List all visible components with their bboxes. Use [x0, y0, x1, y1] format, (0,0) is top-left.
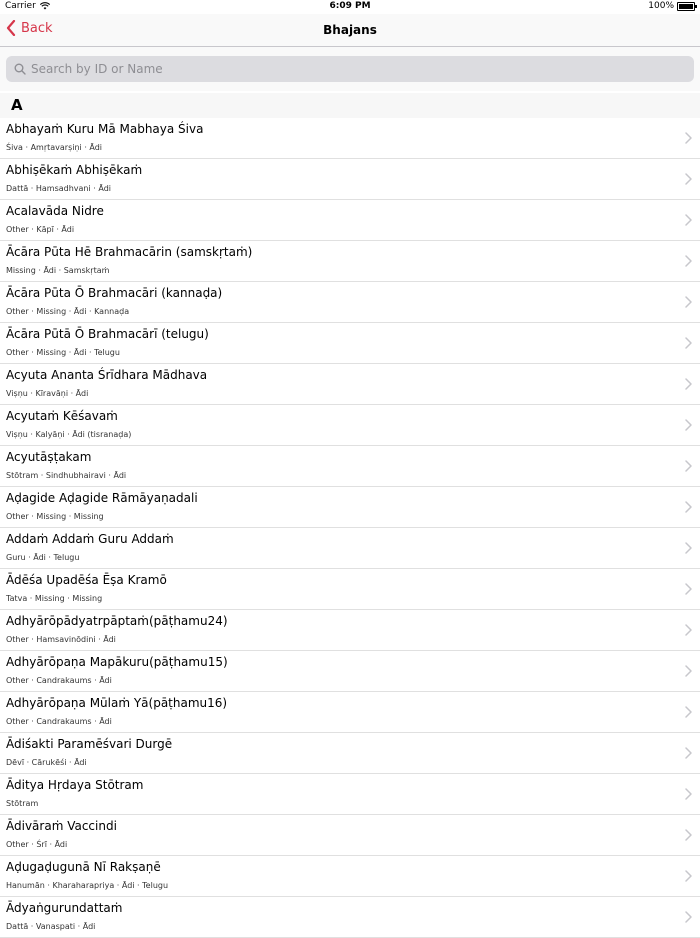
list-item-subtitle: Guru · Ādi · Telugu — [6, 553, 80, 562]
chevron-right-icon — [685, 337, 692, 349]
list-item-subtitle: Other · Hamsavinōdini · Ādi — [6, 635, 116, 644]
list-item-title: Ācāra Pūta Hē Brahmacārin (samskṛtaṁ) — [6, 245, 253, 259]
list-item-title: Ādivāraṁ Vaccindi — [6, 819, 117, 833]
list-item[interactable] — [0, 159, 700, 200]
chevron-right-icon — [685, 378, 692, 390]
list-item[interactable] — [0, 651, 700, 692]
list-item[interactable] — [0, 446, 700, 487]
chevron-right-icon — [685, 747, 692, 759]
status-bar — [0, 0, 700, 14]
search-bar — [0, 47, 700, 91]
list-item[interactable] — [0, 200, 700, 241]
search-input[interactable] — [31, 62, 671, 76]
list-item-subtitle: Other · Missing · Ādi · Kannaḍa — [6, 307, 130, 316]
search-box[interactable] — [6, 56, 694, 82]
list-item[interactable] — [0, 897, 700, 938]
chevron-right-icon — [685, 870, 692, 882]
list-item[interactable] — [0, 528, 700, 569]
list-item-subtitle: Dattā · Hamsadhvani · Ādi — [6, 184, 111, 193]
chevron-right-icon — [685, 788, 692, 800]
chevron-right-icon — [685, 419, 692, 431]
chevron-right-icon — [685, 296, 692, 308]
navigation-bar — [0, 14, 700, 47]
list-item[interactable] — [0, 610, 700, 651]
status-right — [648, 1, 695, 11]
back-button-label: Back — [21, 20, 53, 36]
chevron-right-icon — [685, 583, 692, 595]
list-item-subtitle: Other · Śrī · Ādi — [6, 840, 68, 849]
list-item-title: Aḍugaḍugunā Nī Rakṣaṇē — [6, 860, 161, 874]
page-title: Bhajans — [323, 23, 377, 37]
list-item-subtitle: Hanumān · Kharaharapriya · Ādi · Telugu — [6, 881, 169, 890]
list-item[interactable] — [0, 815, 700, 856]
list-item-title: Abhayaṁ Kuru Mā Mabhaya Śiva — [6, 122, 204, 136]
list-item-subtitle: Śiva · Amṛtavarṣiṇi · Ādi — [6, 143, 103, 152]
list-item[interactable] — [0, 323, 700, 364]
list-item-subtitle: Other · Kāpī · Ādi — [6, 225, 75, 234]
list-item[interactable] — [0, 405, 700, 446]
chevron-right-icon — [685, 624, 692, 636]
list-item-title: Adhyārōpādyatrpāptaṁ(pāṭhamu24) — [6, 614, 228, 628]
list-item[interactable] — [0, 569, 700, 610]
chevron-right-icon — [685, 214, 692, 226]
battery-icon — [677, 2, 695, 11]
chevron-right-icon — [685, 173, 692, 185]
list-item-title: Ādyaṅgurundattaṁ — [6, 901, 123, 915]
list-item-subtitle: Tatva · Missing · Missing — [6, 594, 103, 603]
chevron-right-icon — [685, 829, 692, 841]
list-item[interactable] — [0, 364, 700, 405]
section-header: A — [0, 93, 700, 118]
bhajan-list — [0, 118, 700, 938]
list-item-title: Abhiṣēkaṁ Abhiṣēkaṁ — [6, 163, 143, 177]
list-item-subtitle: Other · Missing · Missing — [6, 512, 104, 521]
list-item-subtitle: Viṣṇu · Kalyāṇi · Ādi (tisranaḍa) — [6, 430, 132, 439]
list-item-title: Ādiśakti Paramēśvari Durgē — [6, 737, 173, 751]
list-item[interactable] — [0, 241, 700, 282]
list-item-subtitle: Stōtram · Sindhubhairavi · Ādi — [6, 471, 127, 480]
list-item-title: Acyuta Ananta Śrīdhara Mādhava — [6, 368, 208, 382]
list-item-title: Acyutāṣṭakam — [6, 450, 92, 464]
chevron-right-icon — [685, 132, 692, 144]
list-item-title: Ācāra Pūta Ō Brahmacāri (kannaḍa) — [6, 286, 223, 300]
list-item-title: Acalavāda Nidre — [6, 204, 104, 218]
list-item[interactable] — [0, 282, 700, 323]
list-item-subtitle: Other · Missing · Ādi · Telugu — [6, 348, 120, 357]
list-item[interactable] — [0, 774, 700, 815]
list-item[interactable] — [0, 692, 700, 733]
battery-percent: 100% — [648, 1, 674, 11]
list-item-title: Āditya Hṛdaya Stōtram — [6, 778, 144, 792]
search-icon — [14, 63, 26, 75]
chevron-right-icon — [685, 911, 692, 923]
list-item-title: Aḍagide Aḍagide Rāmāyaṇadali — [6, 491, 198, 505]
list-item-title: Ācāra Pūtā Ō Brahmacārī (telugu) — [6, 327, 209, 341]
status-time: 6:09 PM — [329, 1, 371, 11]
chevron-right-icon — [685, 665, 692, 677]
list-item-title: Ādēśa Upadēśa Ēṣa Kramō — [6, 573, 167, 587]
chevron-right-icon — [685, 542, 692, 554]
list-item-subtitle: Other · Candrakaums · Ādi — [6, 676, 112, 685]
list-item-title: Acyutaṁ Kēśavaṁ — [6, 409, 118, 423]
list-item-subtitle: Missing · Ādi · Samskṛtaṁ — [6, 266, 110, 275]
list-item-subtitle: Dattā · Vanaspati · Ādi — [6, 922, 96, 931]
list-item-title: Addaṁ Addaṁ Guru Addaṁ — [6, 532, 174, 546]
chevron-right-icon — [685, 706, 692, 718]
list-item[interactable] — [0, 856, 700, 897]
list-item[interactable] — [0, 487, 700, 528]
list-item-subtitle: Stōtram — [6, 799, 39, 808]
list-item-subtitle: Other · Candrakaums · Ādi — [6, 717, 112, 726]
carrier-label: Carrier — [5, 1, 36, 11]
chevron-right-icon — [685, 255, 692, 267]
list-item[interactable] — [0, 733, 700, 774]
list-item-title: Adhyārōpaṇa Mapākuru(pāṭhamu15) — [6, 655, 228, 669]
list-item[interactable] — [0, 118, 700, 159]
list-item-subtitle: Viṣṇu · Kīravāṇi · Ādi — [6, 389, 89, 398]
list-item-title: Adhyārōpaṇa Mūlaṁ Yā(pāṭhamu16) — [6, 696, 228, 710]
list-item-subtitle: Dēvī · Cārukēśi · Ādi — [6, 758, 87, 767]
chevron-right-icon — [685, 460, 692, 472]
chevron-right-icon — [685, 501, 692, 513]
